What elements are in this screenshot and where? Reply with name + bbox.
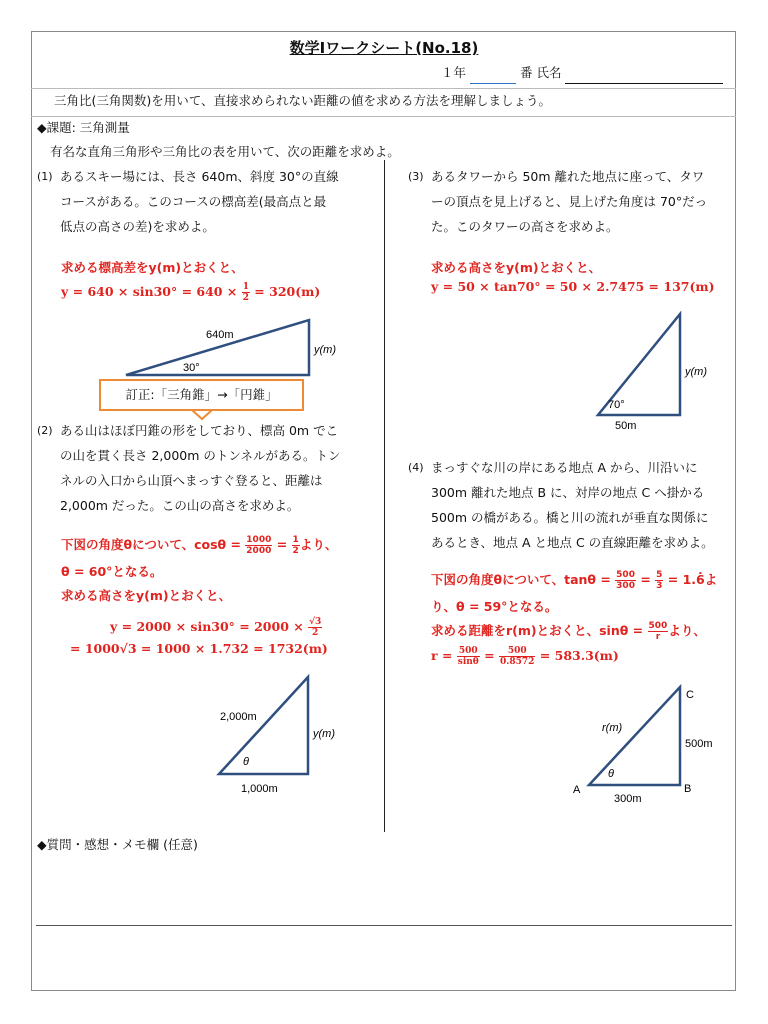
answer-4-text: 求める距離をr(m)とおくと、sinθ = [431, 623, 648, 638]
answer-4-line4 [431, 646, 619, 667]
page-title: 数学Ⅰワークシート(No.18) [289, 39, 479, 57]
triangle-2-side-label: y(m) [313, 728, 335, 740]
problem-4-number: (4) [408, 461, 424, 474]
answer-1-result: = 320(m) [249, 284, 321, 299]
triangle-2-hyp-label: 2,000m [220, 711, 257, 723]
grade-label: １年 [441, 65, 467, 80]
answer-2-line4 [110, 617, 322, 638]
frac-num: 500 [499, 646, 535, 657]
answer-2-eq: = [272, 537, 292, 552]
problem-2-line: ある山はほぼ円錐の形をしており、標高 0m でこ [60, 423, 339, 438]
answer-4-text: より、 [668, 623, 706, 638]
frac-num: 1000 [246, 535, 272, 545]
problem-2-number: (2) [37, 424, 53, 437]
triangle-1-hyp-label: 640m [206, 329, 234, 341]
triangle-2-base-label: 1,000m [241, 783, 278, 795]
frac-num: 500 [648, 621, 668, 631]
triangle-2-angle-label: θ [243, 756, 249, 768]
answer-2-line2: θ = 60°となる。 [61, 564, 163, 579]
problem-4-line: まっすぐな川の岸にある地点 A から、川沿いに [431, 460, 698, 475]
frac-num: √3 [309, 617, 322, 627]
answer-3-line1: 求める高さをy(m)とおくと、 [431, 260, 602, 275]
frac-num: 1 [292, 535, 299, 545]
frac-den: r [655, 632, 661, 642]
frac-den: 2 [292, 546, 299, 556]
problem-2-line: の山を貫く長さ 2,000m のトンネルがある。トン [60, 448, 341, 463]
answer-4-line1 [431, 570, 717, 591]
frac-num: 5 [656, 570, 663, 580]
problem-1-line: 低点の高さの差)を求めよ。 [60, 219, 215, 234]
frac-den: 3 [656, 581, 663, 591]
triangle-1-side-label: y(m) [314, 344, 336, 356]
triangle-4-shape [589, 687, 680, 785]
answer-4-eq: = [479, 648, 499, 663]
problem-3-line: た。このタワーの高さを求めよ。 [431, 219, 619, 234]
frac-den: sinθ [457, 657, 479, 667]
frac-den: 2 [312, 628, 319, 638]
problem-3-line: あるタワーから 50m 離れた地点に座って、タワ [431, 169, 705, 184]
problem-1-line: コースがある。このコースの標高差(最高点と最 [60, 194, 327, 209]
problem-3-line: ーの頂点を見上げると、見上げた角度は 70°だっ [431, 194, 708, 209]
answer-3-line2: y = 50 × tan70° = 50 × 2.7475 = 137(m) [431, 279, 715, 294]
correction-text: 訂正:「三角錐」→「円錐」 [125, 387, 278, 402]
triangle-3-side-label: y(m) [685, 366, 707, 378]
answer-2-text: より、 [299, 537, 338, 552]
problem-1-line: あるスキー場には、長さ 640m、斜度 30°の直線 [60, 169, 339, 184]
answer-1-line1: 求める標高差をy(m)とおくと、 [61, 260, 244, 275]
point-b-label: B [684, 783, 692, 795]
frac-den: 2 [242, 293, 249, 303]
problem-3-number: (3) [408, 170, 424, 183]
answer-2-line3: 求める高さをy(m)とおくと、 [61, 588, 232, 603]
answer-4-text: 下図の角度θについて、tanθ = [431, 572, 616, 587]
triangle-3-base-label: 50m [615, 420, 637, 432]
objective-text: 三角比(三角関数)を用いて、直接求められない距離の値を求める方法を理解しましょう。 [54, 93, 552, 108]
point-c-label: C [686, 689, 694, 701]
answer-2-eq: y = 2000 × sin30° = 2000 × [110, 619, 309, 634]
problem-4-line: あるとき、地点 A と地点 C の直線距離を求めよ。 [431, 535, 714, 550]
problem-4-line: 300m 離れた地点 B に、対岸の地点 C へ掛かる [431, 485, 705, 500]
answer-4-line2: り、θ = 59°となる。 [431, 599, 558, 614]
answer-2-line5: = 1000√3 = 1000 × 1.732 = 1732(m) [70, 641, 328, 656]
number-label: 番 [519, 65, 533, 80]
point-a-label: A [573, 784, 581, 796]
name-label: 氏名 [536, 65, 562, 80]
task-instruction: 有名な直角三角形や三角比の表を用いて、次の距離を求めよ。 [50, 144, 400, 159]
frac-den: 300 [616, 581, 635, 591]
problem-4-line: 500m の橋がある。橋と川の流れが垂直な関係に [431, 510, 709, 525]
frac-num: 500 [457, 646, 480, 657]
answer-4-eq: = [635, 572, 656, 587]
answer-2-line1 [61, 535, 337, 556]
triangle-4-angle-label: θ [608, 768, 614, 780]
answer-4-text: = 1.6̇よ [663, 572, 718, 587]
answer-2-text: 下図の角度θについて、cosθ = [61, 537, 246, 552]
problem-2-line: ネルの入口から山頂へまっすぐ登ると、距離は [60, 473, 323, 488]
frac-num: 500 [616, 570, 635, 580]
triangle-2-shape [219, 677, 308, 774]
answer-4-line3 [431, 621, 706, 642]
frac-den: 0.8572 [500, 657, 535, 667]
problem-1-number: (1) [37, 170, 53, 183]
memo-divider [36, 925, 732, 926]
triangle-4-hyp-label: r(m) [602, 722, 623, 734]
triangle-4-side-label: 500m [685, 738, 713, 750]
triangle-4-base-label: 300m [614, 793, 642, 805]
frac-num: 1 [242, 282, 249, 292]
task-heading: ◆課題: 三角測量 [37, 120, 130, 135]
triangle-3-angle-label: 70° [608, 399, 625, 411]
memo-area[interactable] [37, 858, 727, 922]
memo-heading: ◆質問・感想・メモ欄 (任意) [37, 837, 198, 852]
answer-4-eq: r = [431, 648, 457, 663]
frac-den: 2000 [246, 546, 272, 556]
problem-2-line: 2,000m だった。この山の高さを求めよ。 [60, 498, 300, 513]
answer-4-result: = 583.3(m) [535, 648, 619, 663]
answer-1-eq: y = 640 × sin30° = 640 × [61, 284, 242, 299]
triangle-1-angle-label: 30° [183, 362, 200, 374]
